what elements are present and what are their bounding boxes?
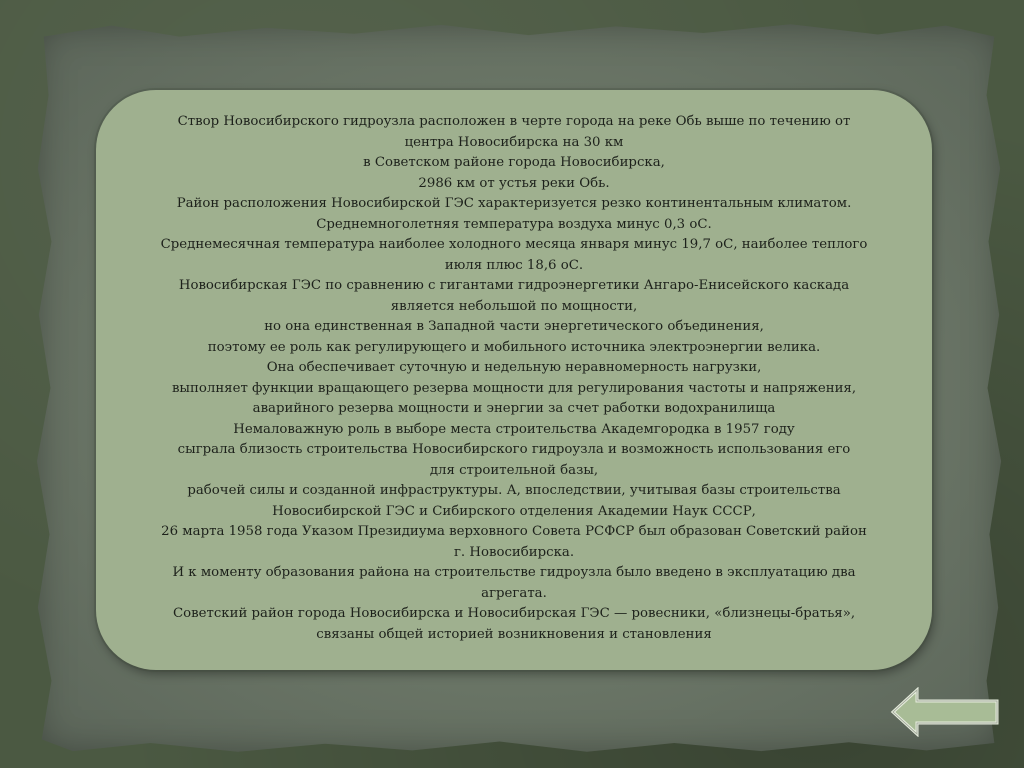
text-line: Новосибирская ГЭС по сравнению с гигантами гидроэнергетики Ангаро-Енисейского каскада: [178, 278, 850, 293]
text-line: поэтому ее роль как регулирующего и мобильного источника электроэнергии велика.: [207, 339, 821, 355]
text-line: 2986 км от устья реки Обь.: [418, 175, 610, 191]
text-line: для строительной базы,: [429, 462, 599, 478]
text-line: Район расположения Новосибирской ГЭС характеризуется резко континентальным климатом.: [176, 196, 852, 211]
text-line: рабочей силы и созданной инфраструктуры. А, впоследствии, учитывая базы строительства: [187, 483, 841, 498]
text-line: Она обеспечивает суточную и недельную неравномерность нагрузки,: [266, 360, 762, 375]
text-line: 26 марта 1958 года Указом Президиума верховного Совета РСФСР был образован Советский район: [161, 524, 867, 539]
text-line: выполняет функции вращающего резерва мощности для регулирования частоты и напряжения,: [171, 380, 857, 396]
text-line: июля плюс 18,6 оС.: [444, 257, 584, 273]
text-line: связаны общей историей возникновения и становления: [316, 626, 712, 642]
text-line: Советский район города Новосибирска и Новосибирская ГЭС — ровесники, «близнецы-братья»,: [172, 606, 856, 621]
text-line: сыграла близость строительства Новосибирского гидроузла и возможность использования его: [177, 442, 851, 457]
text-line: И к моменту образования района на строительстве гидроузла было введено в эксплуатацию два: [172, 565, 856, 580]
text-line: в Советском районе города Новосибирска,: [363, 155, 665, 170]
text-line: но она единственная в Западной части энергетического объединения,: [264, 319, 764, 334]
text-line: является небольшой по мощности,: [390, 298, 638, 314]
text-line: Створ Новосибирского гидроузла расположен в черте города на реке Обь выше по течению от: [177, 114, 851, 129]
content-panel: [96, 90, 932, 670]
text-line: Среднемноголетняя температура воздуха минус 0,3 оС.: [316, 216, 712, 232]
text-line: Новосибирской ГЭС и Сибирского отделения Академии Наук СССР,: [272, 503, 756, 519]
text-line: г. Новосибирска.: [453, 544, 575, 560]
text-line: агрегата.: [481, 585, 547, 601]
text-line: аварийного резерва мощности и энергии за счет работки водохранилища: [252, 401, 776, 416]
slide-text: [132, 112, 896, 645]
arrow-left-icon: [890, 687, 1000, 737]
text-line: Немаловажную роль в выборе места строительства Академгородка в 1957 году: [233, 421, 795, 437]
back-button[interactable]: [890, 687, 1000, 737]
text-line: центра Новосибирска на 30 км: [404, 134, 624, 150]
text-line: Среднемесячная температура наиболее холодного месяца января минус 19,7 оС, наиболее теплого: [160, 237, 868, 252]
